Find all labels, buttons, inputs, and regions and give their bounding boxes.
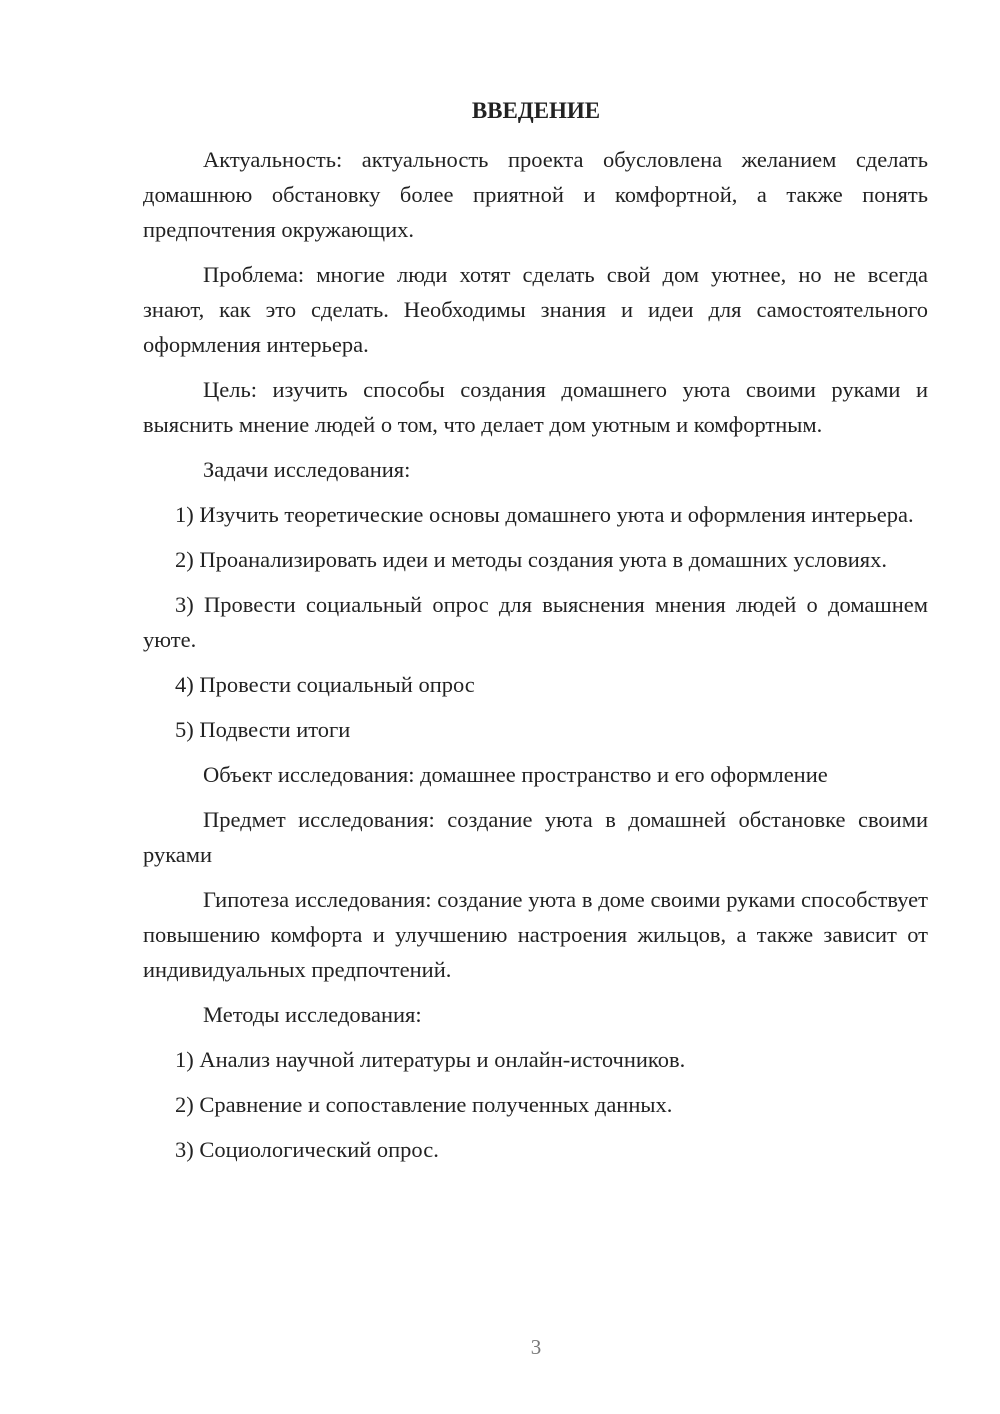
paragraph-subject: Предмет исследования: создание уюта в домашней обстановке своими руками — [143, 807, 928, 867]
task-item-2: 2) Проанализировать идеи и методы создания уюта в домашних условиях. — [175, 547, 888, 572]
task-item-5: 5) Подвести итоги — [175, 717, 351, 742]
paragraph-goal: Цель: изучить способы создания домашнего уюта своими руками и выяснить мнение людей о том, что делает дом уютным и комфортным. — [143, 377, 928, 437]
method-item-2: 2) Сравнение и сопоставление полученных данных. — [175, 1092, 673, 1117]
paragraph-problem: Проблема: многие люди хотят сделать свой дом уютнее, но не всегда знают, как это сделать. Необходимы знания и идеи для самостоятельного оформления интерьера. — [143, 262, 928, 357]
task-item-3: 3) Провести социальный опрос для выяснения мнения людей о домашнем уюте. — [143, 592, 928, 652]
paragraph-object: Объект исследования: домашнее пространство и его оформление — [203, 762, 828, 787]
paragraph-hypothesis: Гипотеза исследования: создание уюта в доме своими руками способствует повышению комфорта и улучшению настроения жильцов, а также зависит от индивидуальных предпочтений. — [143, 887, 928, 982]
page-title: ВВЕДЕНИЕ — [471, 98, 601, 123]
task-item-1: 1) Изучить теоретические основы домашнего уюта и оформления интерьера. — [175, 502, 914, 527]
document-body — [143, 142, 928, 1177]
method-item-3: 3) Социологический опрос. — [175, 1137, 439, 1162]
method-item-1: 1) Анализ научной литературы и онлайн-источников. — [175, 1047, 686, 1072]
page-number: 3 — [530, 1335, 542, 1359]
paragraph-relevance: Актуальность: актуальность проекта обусловлена желанием сделать домашнюю обстановку более приятной и комфортной, а также понять предпочтения окружающих. — [143, 147, 928, 242]
task-item-4: 4) Провести социальный опрос — [175, 672, 475, 697]
paragraph-tasks-heading: Задачи исследования: — [203, 457, 411, 482]
paragraph-methods-heading: Методы исследования: — [203, 1002, 422, 1027]
